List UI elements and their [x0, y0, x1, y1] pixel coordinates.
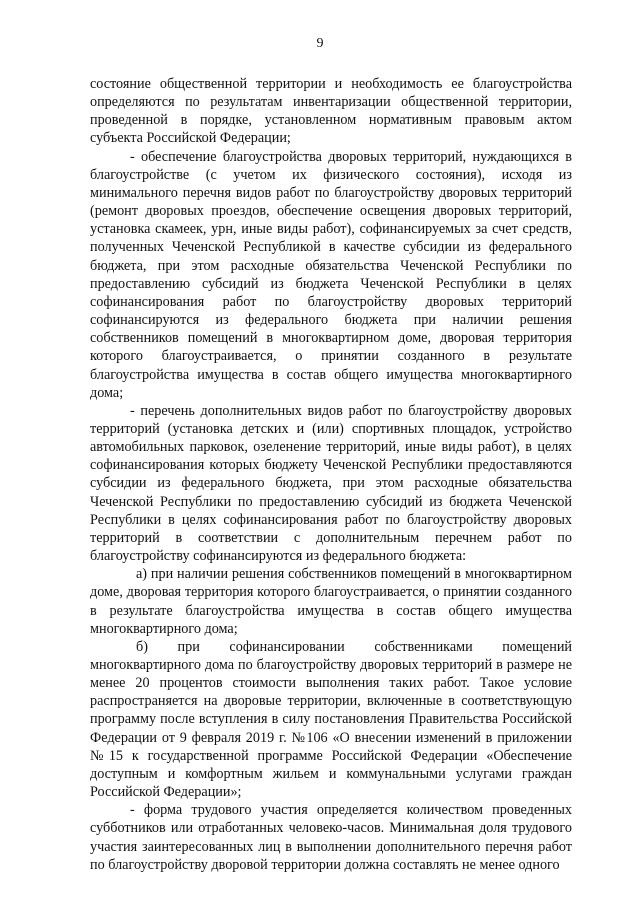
paragraph-minimal-works-list: - обеспечение благоустройства дворовых территорий, нуждающихся в благоустройстве (с учетом их физического состояния), исходя из минимального перечня видов работ по благоустройству дворовых территорий (ремонт дворовых проездов, обеспечение освещения дворовых территорий, установка скамеек, урн, иные виды работ), софинансируемых за счет средств, полученных Чеченской Республикой в качестве субсидии из федерального бюджета, при этом расходные обязательства Чеченской Республики по предоставлению субсидий из бюджета Чеченской Республики в целях софинансирования работ по благоустройству дворовых территорий софинансируются из федерального бюджета при наличии решения собственников помещений в многоквартирном доме, дворовая территория которого благоустраивается, о принятии созданного в результате благоустройства имущества в состав общего имущества многоквартирного дома;	[90, 148, 572, 401]
paragraph-condition-a: а) при наличии решения собственников помещений в многоквартирном доме, дворовая территория которого благоустраивается, о принятии созданного в результате благоустройства имущества в состав общего имущества многоквартирного дома;	[90, 566, 572, 637]
paragraph-continuation: состояние общественной территории и необходимость ее благоустройства определяются по результатам инвентаризации общественной территории, проведенной в порядке, установленном нормативным правовым актом субъекта Российской Федерации;	[90, 76, 572, 147]
page-number: 9	[316, 36, 324, 51]
paragraph-additional-works-list: - перечень дополнительных видов работ по благоустройству дворовых территорий (установка детских и (или) спортивных площадок, устройство автомобильных парковок, озеленение территорий, иные виды работ), в целях софинансирования которых бюджету Чеченской Республики предоставляются субсидии из федерального бюджета, при этом расходные обязательства Чеченской Республики по предоставлению субсидий из бюджета Чеченской Республики в целях софинансирования работ по благоустройству дворовых территорий в соответствии с дополнительным перечнем работ по благоустройству софинансируются из федерального бюджета:	[90, 402, 572, 565]
document-body	[90, 75, 572, 874]
paragraph-labor-participation: - форма трудового участия определяется количеством проведенных субботников или отработанных человеко-часов. Минимальная доля трудового участия заинтересованных лиц в выполнении дополнительного перечня работ по благоустройству дворовой территории должна составлять не менее одного	[90, 802, 572, 873]
paragraph-condition-b: б) при софинансировании собственниками помещений многоквартирного дома по благоустройству дворовых территорий в размере не менее 20 процентов стоимости выполнения таких работ. Такое условие распространяется на дворовые территории, включенные в соответствующую программу после вступления в силу постановления Правительства Российской Федерации от 9 февраля 2019 г. №106 «О внесении изменений в приложении №15 к государственной программе Российской Федерации «Обеспечение доступным и комфортным жильем и коммунальными услугами граждан Российской Федерации»;	[90, 638, 572, 801]
